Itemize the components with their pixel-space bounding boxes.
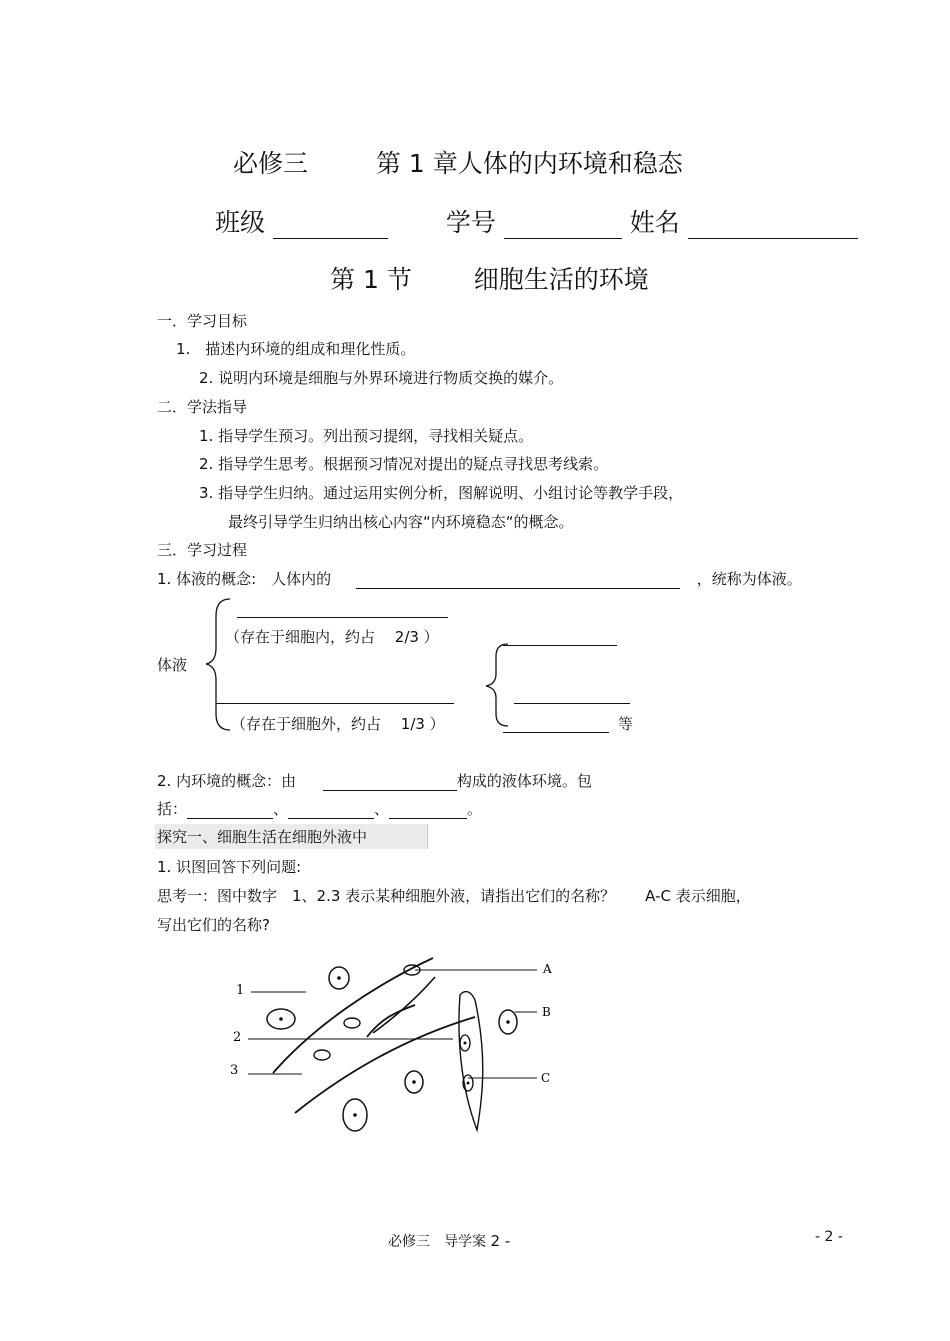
number-field[interactable]: [504, 220, 622, 239]
extracellular-note: （存在于细胞外，约占 1/3 ）: [231, 715, 445, 733]
extracellular-component-blank-2[interactable]: [514, 703, 630, 704]
figure-label-2: 2: [233, 1030, 242, 1045]
intracellular-fluid-blank[interactable]: [237, 617, 448, 618]
blood-cell: [314, 1050, 330, 1060]
explore-question: 1. 识图回答下列问题:: [157, 858, 302, 876]
body-fluid-label: 体液: [157, 656, 188, 674]
q1-suffix: ，统称为体液。: [696, 570, 802, 588]
part-label: 必修三: [233, 149, 309, 178]
etc-label: 等: [618, 715, 634, 733]
method-item: 最终引导学生归纳出核心内容“内环境稳态“的概念。: [228, 513, 574, 531]
body-fluid-answer-field[interactable]: [356, 570, 680, 589]
method-item: 3. 指导学生归纳。通过运用实例分析，图解说明、小组讨论等教学手段，: [199, 484, 684, 502]
figure-label-b: B: [542, 1005, 551, 1019]
nucleus: [467, 1082, 470, 1085]
nucleus: [353, 1113, 357, 1117]
class-label: 班级: [215, 208, 266, 237]
cell-environment-figure: [225, 955, 565, 1145]
nucleus: [464, 1042, 467, 1045]
method-item: 1. 指导学生预习。列出预习提纲，寻找相关疑点。: [199, 427, 534, 445]
nucleus: [412, 1080, 416, 1084]
footer-label: 必修三 导学案: [388, 1234, 486, 1250]
q2-line2-prefix: 括：: [157, 800, 188, 818]
separator: 、: [374, 800, 390, 818]
think-question-line1: 思考一：图中数字 1、2.3 表示某种细胞外液，请指出它们的名称？ A-C 表示细胞，: [157, 887, 751, 905]
section-title: [330, 260, 649, 296]
methods-heading: 二．学法指导: [157, 398, 248, 416]
footer-center: [388, 1231, 510, 1251]
extracellular-component-blank-3[interactable]: [503, 732, 609, 733]
nucleus: [506, 1020, 510, 1024]
think-question-line2: 写出它们的名称?: [157, 916, 270, 934]
page-number: - 2 -: [815, 1229, 843, 1245]
component-field-3[interactable]: [389, 800, 467, 819]
number-label: 学号: [445, 208, 496, 237]
figure-label-3: 3: [230, 1063, 239, 1078]
figure-label-1: 1: [236, 983, 245, 998]
internal-env-question: [157, 770, 592, 791]
component-field-2[interactable]: [288, 800, 374, 819]
component-field-1[interactable]: [187, 800, 273, 819]
figure-label-a: A: [543, 962, 552, 976]
nucleus: [279, 1017, 283, 1021]
extracellular-component-blank-1[interactable]: [503, 645, 617, 646]
page-title: [233, 144, 683, 180]
name-label: 姓名: [629, 208, 680, 237]
q1-prefix: 1. 体液的概念: 人体内的: [157, 570, 332, 588]
student-info: [215, 203, 858, 239]
goal-item: 2. 说明内环境是细胞与外界环境进行物质交换的媒介。: [199, 369, 564, 387]
capillary-wall-lower: [295, 1017, 475, 1113]
period: 。: [467, 800, 483, 818]
intracellular-note: （存在于细胞内，约占 2/3 ）: [225, 628, 439, 646]
explore-heading: 探究一、细胞生活在细胞外液中: [155, 824, 428, 849]
internal-env-components: [157, 798, 482, 819]
chapter-title: 第 1 章人体的内环境和稳态: [375, 149, 683, 178]
nucleus: [337, 976, 341, 980]
class-field[interactable]: [273, 220, 388, 239]
section-name: 细胞生活的环境: [473, 265, 649, 294]
left-brace: [206, 599, 230, 730]
q2-suffix: 构成的液体环境。包: [456, 772, 592, 790]
method-item: 2. 指导学生思考。根据预习情况对提出的疑点寻找思考线索。: [199, 455, 609, 473]
blood-cell: [344, 1018, 360, 1028]
name-field[interactable]: [688, 220, 858, 239]
section-number: 第 1 节: [330, 265, 412, 294]
process-heading: 三．学习过程: [157, 541, 248, 559]
right-brace: [486, 644, 508, 726]
q2-prefix: 2. 内环境的概念：由: [157, 772, 297, 790]
goal-item: 1. 描述内环境的组成和理化性质。: [176, 340, 416, 358]
footer-number: 2 -: [490, 1232, 511, 1250]
internal-env-answer-field[interactable]: [323, 772, 457, 791]
figure-label-c: C: [541, 1071, 551, 1085]
lymph-vessel: [459, 992, 483, 1130]
body-fluid-question: [157, 568, 802, 589]
separator: 、: [273, 800, 289, 818]
extracellular-fluid-blank[interactable]: [216, 703, 454, 704]
goals-heading: 一．学习目标: [157, 312, 248, 330]
